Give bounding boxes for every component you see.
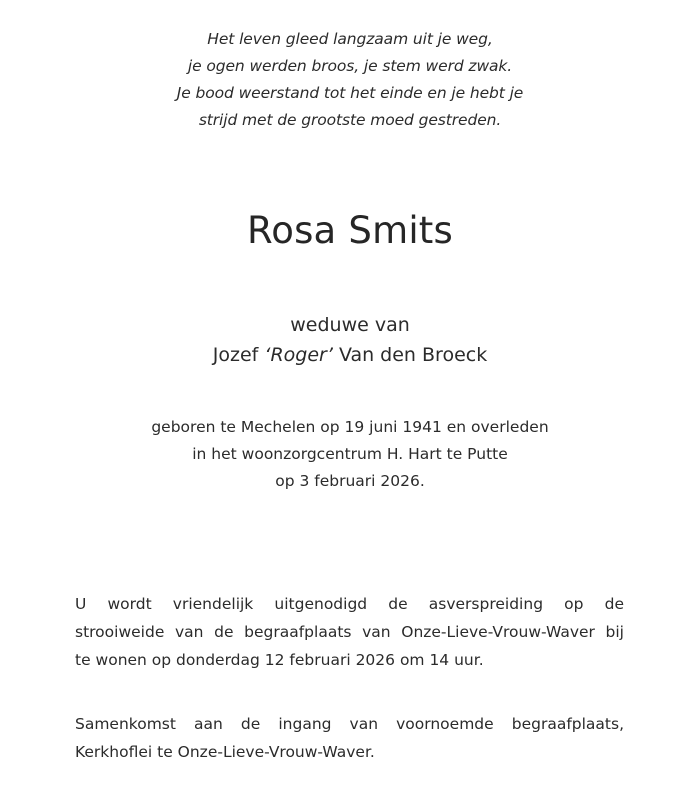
- life-dates: [0, 414, 700, 495]
- spouse-block: [0, 310, 700, 370]
- poem-line: Het leven gleed langzaam uit je weg,: [207, 30, 493, 48]
- spouse-full-name: [0, 340, 700, 370]
- poem-verse: [0, 26, 700, 134]
- deceased-name: Rosa Smits: [247, 209, 453, 252]
- invitation-line: strooiweide van de begraafplaats van Onze-Lieve-Vrouw-Waver bij: [75, 623, 624, 641]
- dates-line: geboren te Mechelen op 19 juni 1941 en overleden: [151, 418, 549, 436]
- dates-line: op 3 februari 2026.: [275, 472, 425, 490]
- poem-line: je ogen werden broos, je stem werd zwak.: [187, 57, 513, 75]
- invitation-line: U wordt vriendelijk uitgenodigd de asverspreiding op de: [75, 595, 624, 613]
- gathering-line: Kerkhoflei te Onze-Lieve-Vrouw-Waver.: [75, 743, 375, 761]
- gathering-paragraph: [75, 710, 624, 766]
- spouse-relation: weduwe van: [290, 314, 410, 336]
- spouse-nickname: ‘Roger’: [264, 344, 333, 366]
- spouse-last-name: Van den Broeck: [338, 344, 488, 366]
- dates-line: in het woonzorgcentrum H. Hart te Putte: [192, 445, 508, 463]
- spouse-first-name: Jozef: [212, 344, 259, 366]
- gathering-line: Samenkomst aan de ingang van voornoemde begraafplaats,: [75, 715, 624, 733]
- invitation-line: te wonen op donderdag 12 februari 2026 om 14 uur.: [75, 651, 484, 669]
- invitation-paragraph: [75, 590, 624, 674]
- poem-line: strijd met de grootste moed gestreden.: [198, 111, 502, 129]
- poem-line: Je bood weerstand tot het einde en je hebt je: [176, 84, 524, 102]
